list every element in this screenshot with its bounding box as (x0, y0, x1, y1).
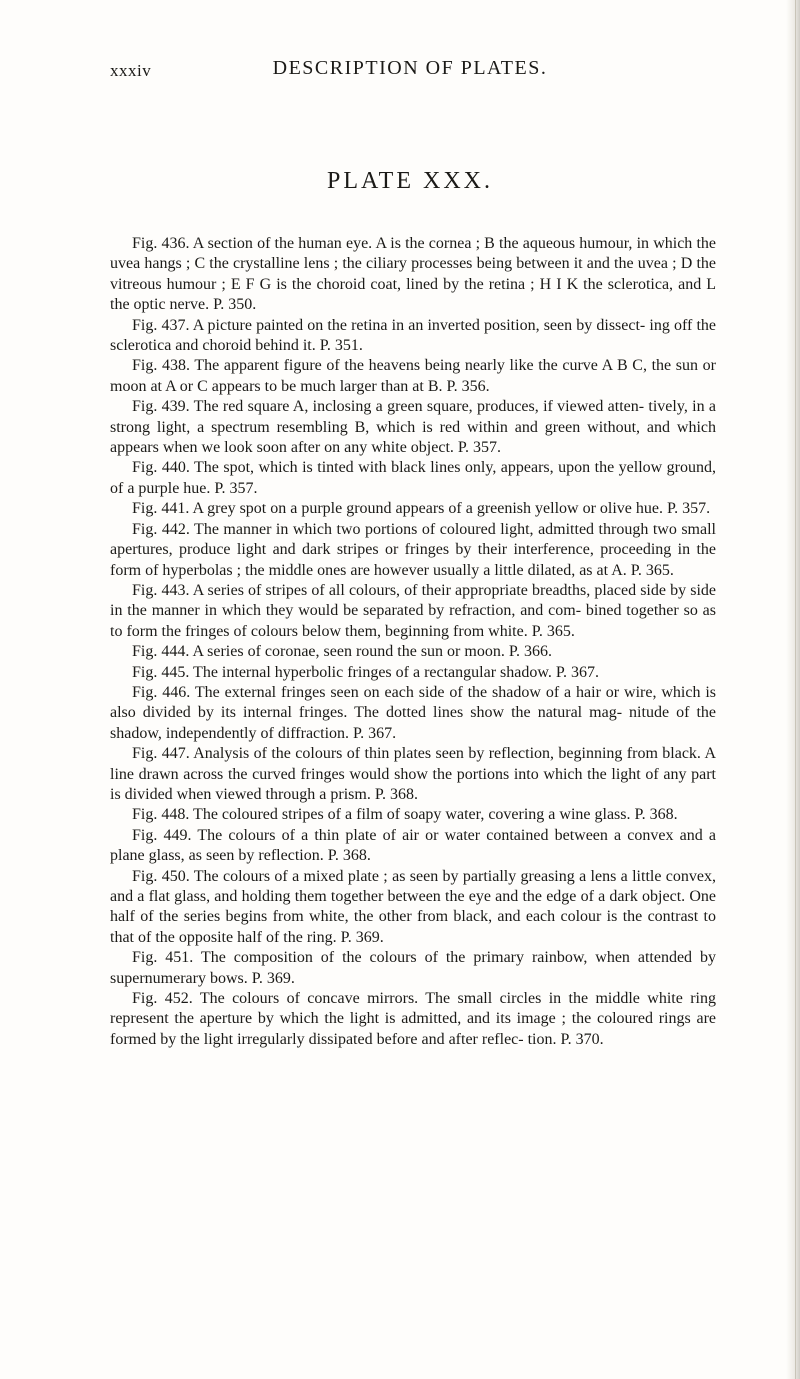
figure-entry-451: Fig. 451. The composition of the colours of the primary rainbow, when attended by supernumerary bows. P. 369. (110, 949, 716, 987)
figure-entry-442: Fig. 442. The manner in which two portions of coloured light, admitted through two small apertures, produce light and dark stripes or fringes by their interference, proceeding in the form of hyperbolas ; the middle ones are however usually a little dilated, as at A. P. 365. (110, 520, 716, 579)
figure-entry-448: Fig. 448. The coloured stripes of a film of soapy water, covering a wine glass. P. 368. (132, 806, 678, 824)
figure-entry-450: Fig. 450. The colours of a mixed plate ; as seen by partially greasing a lens a little convex, and a flat glass, and holding them together between the eye and the edge of a dark object. One half of the series begins from white, the other from black, and each colour is the contrast to that of the opposite half of the ring. P. 369. (110, 867, 716, 946)
figure-entry-446: Fig. 446. The external fringes seen on each side of the shadow of a hair or wire, which is also divided by its internal fringes. The dotted lines show the natural mag- nitude of the shadow, independently of diffraction. P. 367. (110, 683, 716, 742)
page-number: xxxiv (110, 61, 152, 80)
figure-entry-440: Fig. 440. The spot, which is tinted with black lines only, appears, upon the yellow ground, of a purple hue. P. 357. (110, 459, 716, 497)
figure-entry-443: Fig. 443. A series of stripes of all colours, of their appropriate breadths, placed side by side in the manner in which they would be separated by refraction, and com- bined together so as to form the fringes of colours below them, beginning from white. P. 365. (110, 581, 716, 640)
running-title: DESCRIPTION OF PLATES. (272, 57, 548, 79)
page-edge-line (795, 0, 796, 1379)
figure-entry-437: Fig. 437. A picture painted on the retina in an inverted position, seen by dissect- ing off the sclerotica and choroid behind it. P. 351. (110, 316, 716, 355)
figure-descriptions (110, 234, 716, 1050)
figure-entry-452: Fig. 452. The colours of concave mirrors. The small circles in the middle white ring represent the aperture by which the light is admitted, and its image ; the coloured rings are formed by the light irregularly dissipated before and after reflec- tion. P. 370. (110, 990, 716, 1048)
figure-entry-445: Fig. 445. The internal hyperbolic fringes of a rectangular shadow. P. 367. (132, 663, 599, 681)
figure-entry-438: Fig. 438. The apparent figure of the heavens being nearly like the curve A B C, the sun or moon at A or C appears to be much larger than at B. P. 356. (110, 357, 716, 395)
figure-entry-436: Fig. 436. A section of the human eye. A is the cornea ; B the aqueous humour, in which the uvea hangs ; C the crystalline lens ; the ciliary processes being between it and the uvea ; D the vitreous humour ; E F G is the choroid coat, lined by the retina ; H I K the sclerotica, and L the optic nerve. P. 350. (110, 235, 716, 314)
plate-title: PLATE XXX. (327, 168, 493, 194)
figure-entry-439: Fig. 439. The red square A, inclosing a green square, produces, if viewed atten- tively, in a strong light, a spectrum resembling B, which is red within and green without, and which appears when we look soon after on any white object. P. 357. (110, 398, 716, 457)
figure-entry-447: Fig. 447. Analysis of the colours of thin plates seen by reflection, beginning from black. A line drawn across the curved fringes would show the portions into which the light of any part is divided when viewed through a prism. P. 368. (110, 745, 716, 803)
figure-entry-441: Fig. 441. A grey spot on a purple ground appears of a greenish yellow or olive hue. P. 357. (132, 500, 711, 518)
figure-entry-449: Fig. 449. The colours of a thin plate of air or water contained between a convex and a plane glass, as seen by reflection. P. 368. (110, 826, 716, 865)
page-edge-shadow (786, 0, 800, 1379)
figure-entry-444: Fig. 444. A series of coronae, seen round the sun or moon. P. 366. (132, 643, 552, 661)
running-head (110, 57, 710, 87)
